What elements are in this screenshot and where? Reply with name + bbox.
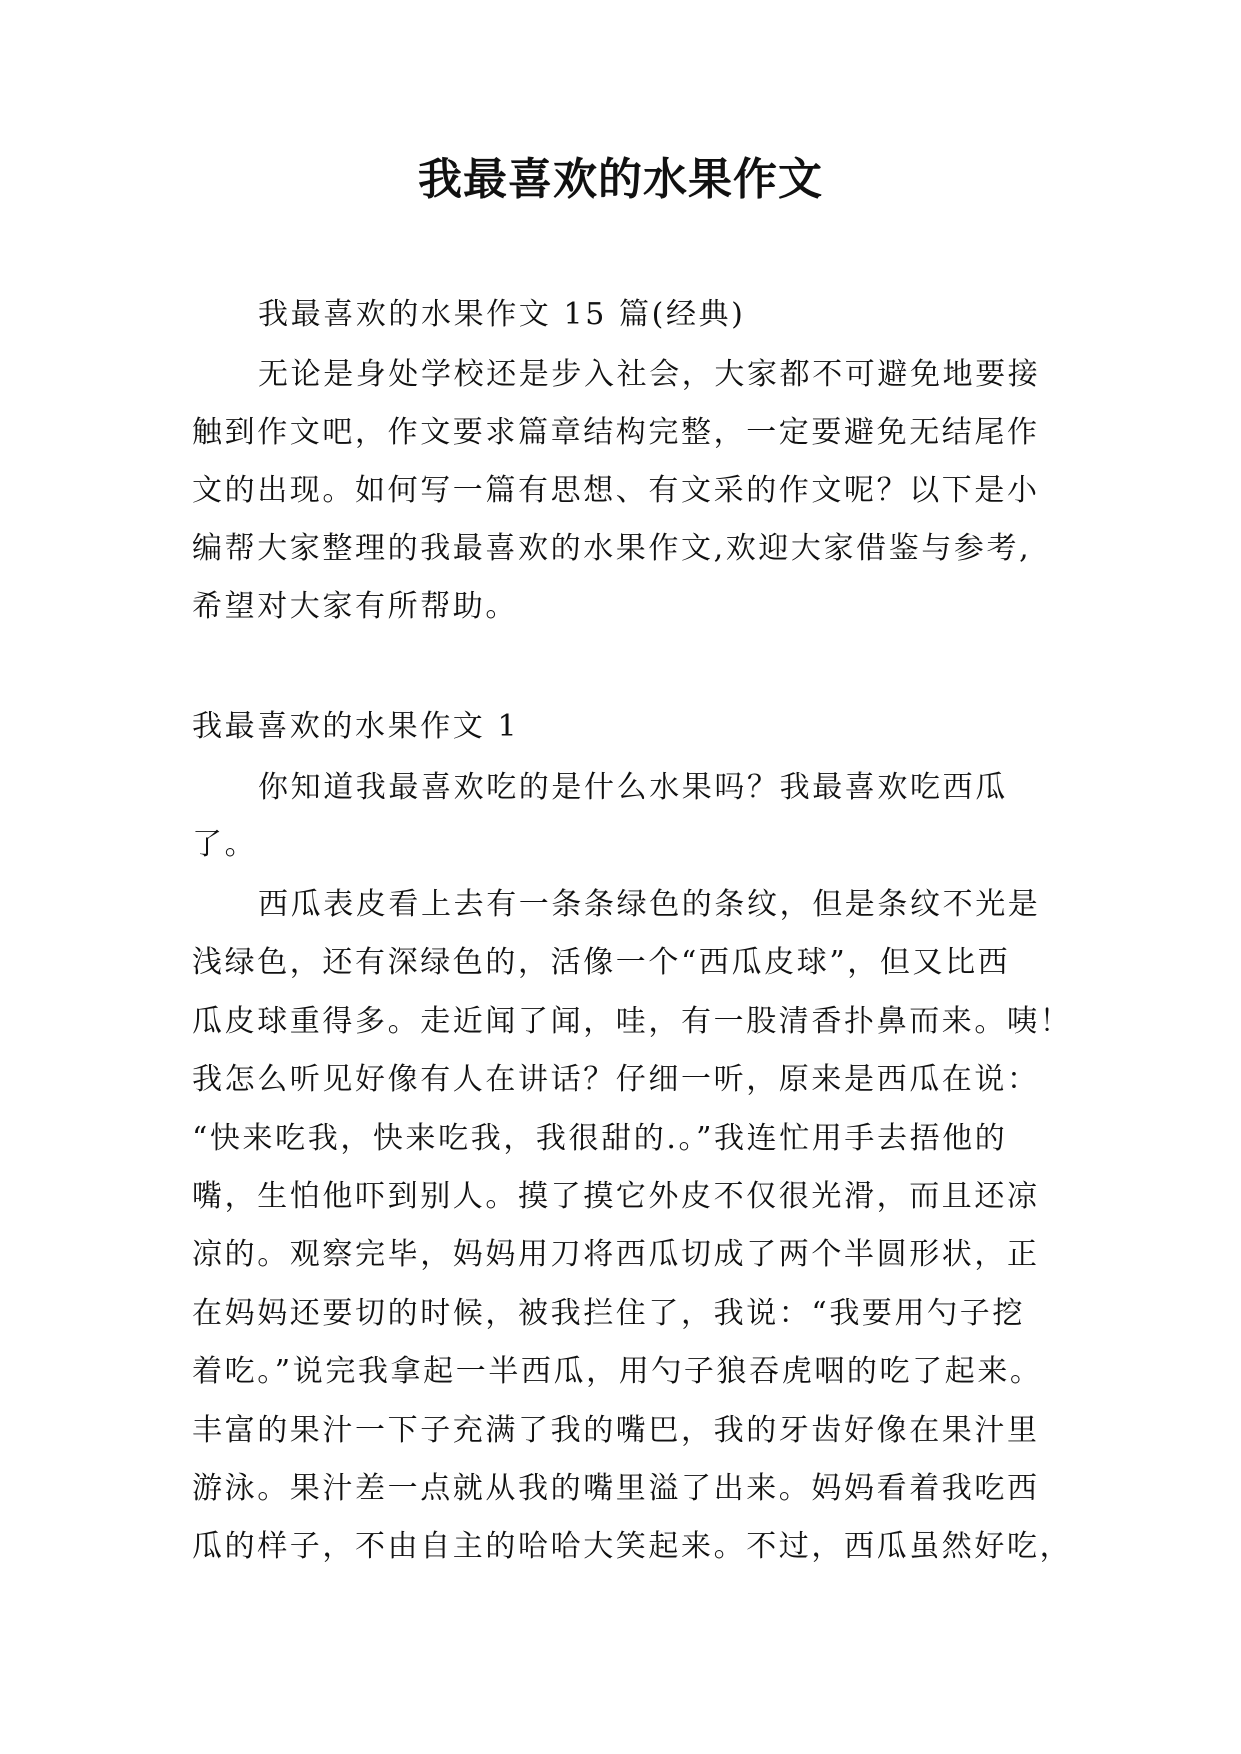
body-line-10: 在妈妈还要切的时候，被我拦住了，我说：“我要用勺子挖 <box>192 1296 1025 1331</box>
body-line-11: 着吃。”说完我拿起一半西瓜，用勺子狼吞虎咽的吃了起来。 <box>192 1354 1043 1389</box>
intro-line-4: 编帮大家整理的我最喜欢的水果作文,欢迎大家借鉴与参考, <box>192 531 1032 566</box>
body-line-5: 瓜皮球重得多。走近闻了闻，哇，有一股清香扑鼻而来。咦！ <box>192 1004 1073 1039</box>
body-line-6: 我怎么听见好像有人在讲话？仔细一听，原来是西瓜在说： <box>192 1062 1040 1097</box>
intro-line-5: 希望对大家有所帮助。 <box>192 589 518 624</box>
body-line-1: 你知道我最喜欢吃的是什么水果吗？我最喜欢吃西瓜 <box>258 770 1008 805</box>
intro-line-1: 无论是身处学校还是步入社会，大家都不可避免地要接 <box>258 357 1041 392</box>
subtitle-line: 我最喜欢的水果作文 15 篇(经典) <box>258 297 746 332</box>
section-heading: 我最喜欢的水果作文 1 <box>192 709 520 744</box>
body-line-13: 游泳。果汁差一点就从我的嘴里溢了出来。妈妈看着我吃西 <box>192 1471 1040 1506</box>
body-line-14: 瓜的样子，不由自主的哈哈大笑起来。不过，西瓜虽然好吃， <box>192 1529 1073 1564</box>
body-line-7: “快来吃我，快来吃我，我很甜的.。”我连忙用手去捂他的 <box>192 1121 1008 1156</box>
body-line-2: 了。 <box>192 827 258 862</box>
body-line-12: 丰富的果汁一下子充满了我的嘴巴，我的牙齿好像在果汁里 <box>192 1413 1040 1448</box>
body-line-9: 凉的。观察完毕，妈妈用刀将西瓜切成了两个半圆形状，正 <box>192 1237 1040 1272</box>
intro-line-3: 文的出现。如何写一篇有思想、有文采的作文呢？以下是小 <box>192 473 1040 508</box>
body-line-3: 西瓜表皮看上去有一条条绿色的条纹，但是条纹不光是 <box>258 887 1041 922</box>
document-title: 我最喜欢的水果作文 <box>418 154 823 205</box>
body-line-4: 浅绿色，还有深绿色的，活像一个“西瓜皮球”，但又比西 <box>192 945 1011 980</box>
intro-line-2: 触到作文吧，作文要求篇章结构完整，一定要避免无结尾作 <box>192 415 1040 450</box>
body-line-8: 嘴，生怕他吓到别人。摸了摸它外皮不仅很光滑，而且还凉 <box>192 1179 1040 1214</box>
